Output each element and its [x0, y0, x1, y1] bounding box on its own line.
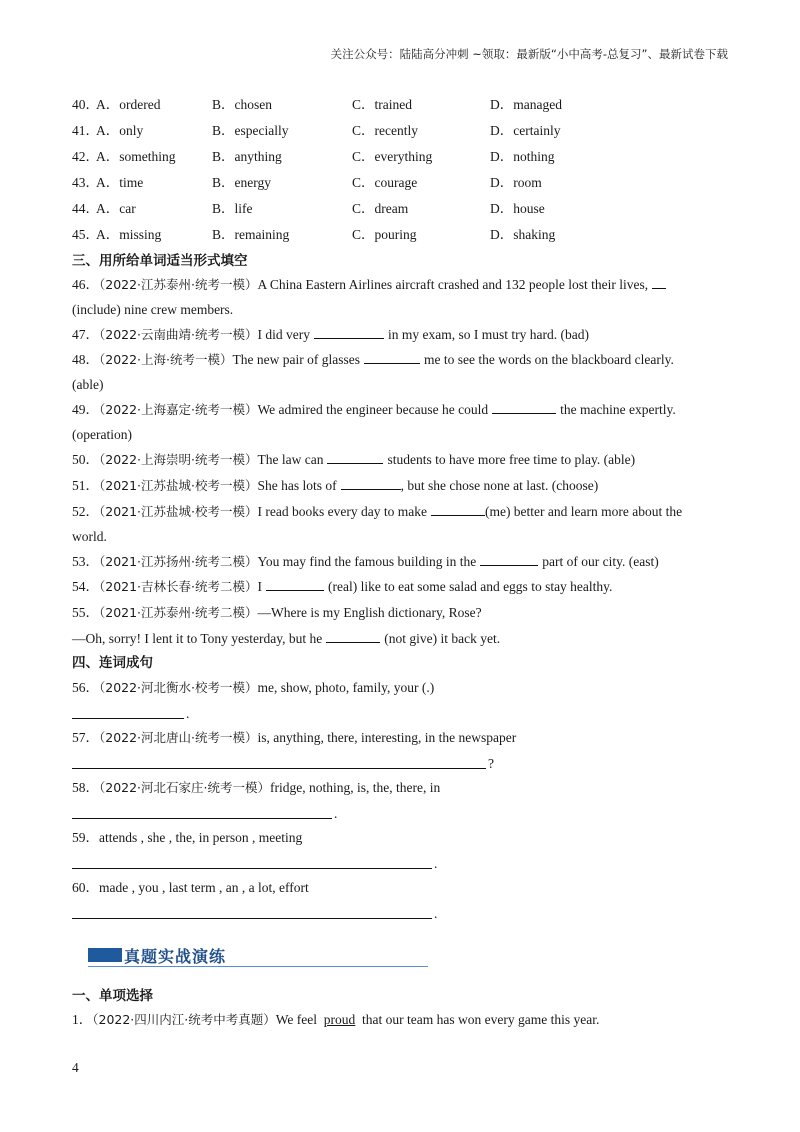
- question-48: [72, 351, 728, 369]
- question-text: is, anything, there, interesting, in the newspaper: [257, 730, 517, 745]
- question-number: 48．: [72, 352, 99, 367]
- banner-underline: [88, 966, 428, 967]
- question-source: （2022·上海崇明·统考一模）: [99, 452, 258, 467]
- question-number: 46．: [72, 277, 99, 292]
- question-56: [72, 679, 728, 697]
- question-text: I read books every day to make: [257, 504, 427, 519]
- answer-blank[interactable]: [326, 630, 380, 643]
- option-d[interactable]: D．house: [490, 201, 545, 216]
- option-a[interactable]: A．only: [96, 123, 144, 138]
- page-number: 4: [72, 1060, 79, 1075]
- question-source: （2021·江苏扬州·统考二模）: [99, 554, 258, 569]
- question-number: 59．: [72, 830, 99, 845]
- question-source: （2022·江苏泰州·统考一模）: [99, 277, 258, 292]
- question-52-cont: world.: [72, 529, 107, 544]
- option-a[interactable]: A．missing: [96, 227, 162, 242]
- answer-blank[interactable]: [364, 351, 420, 364]
- question-text: She has lots of: [257, 478, 337, 493]
- question-number: 49．: [72, 402, 99, 417]
- answer-blank[interactable]: [431, 503, 485, 516]
- question-text: A China Eastern Airlines aircraft crashed and 132 people lost their lives,: [257, 277, 649, 292]
- question-47: [72, 326, 728, 344]
- question-text: I: [257, 579, 263, 594]
- question-text: fridge, nothing, is, the, there, in: [270, 780, 441, 795]
- question-text: part of our city. (east): [542, 554, 659, 569]
- question-text: attends , she , the, in person , meeting: [99, 830, 303, 845]
- question-55: [72, 604, 728, 622]
- option-c[interactable]: C．courage: [352, 175, 418, 190]
- question-59: [72, 829, 728, 847]
- mc-row: [72, 226, 728, 244]
- question-text: in my exam, so I must try hard. (bad): [388, 327, 589, 342]
- question-number: 43．: [72, 175, 99, 190]
- question-1: [72, 1011, 728, 1029]
- question-source: （2022·上海·统考一模）: [99, 352, 233, 367]
- option-b[interactable]: B．chosen: [212, 97, 272, 112]
- question-source: （2021·江苏盐城·校考一模）: [99, 504, 258, 519]
- option-c[interactable]: C．trained: [352, 97, 412, 112]
- question-46-cont: (include) nine crew members.: [72, 302, 234, 317]
- question-number: 56．: [72, 680, 99, 695]
- option-d[interactable]: D．managed: [490, 97, 562, 112]
- answer-end-60: .: [434, 906, 438, 921]
- answer-blank[interactable]: [480, 553, 538, 566]
- answer-end-59: .: [434, 856, 438, 871]
- answer-line-56[interactable]: [72, 718, 184, 719]
- question-58: [72, 779, 728, 797]
- question-number: 45．: [72, 227, 99, 242]
- question-number: 41．: [72, 123, 99, 138]
- answer-end-57: ?: [488, 756, 494, 771]
- mc-row: [72, 122, 728, 140]
- question-text: You may find the famous building in the: [257, 554, 477, 569]
- section-1-title: 一、单项选择: [72, 988, 153, 1004]
- question-49: [72, 401, 728, 419]
- question-number: 57．: [72, 730, 99, 745]
- option-a[interactable]: A．ordered: [96, 97, 161, 112]
- question-source: （2022·四川内江·统考中考真题）: [92, 1012, 276, 1027]
- question-number: 58．: [72, 780, 99, 795]
- question-number: 1．: [72, 1012, 93, 1027]
- underlined-word: proud: [323, 1012, 356, 1027]
- option-a[interactable]: A．time: [96, 175, 144, 190]
- mc-row: [72, 96, 728, 114]
- answer-blank[interactable]: [266, 578, 324, 591]
- answer-blank[interactable]: [341, 477, 401, 490]
- question-text: made , you , last term , an , a lot, effort: [99, 880, 309, 895]
- question-number: 53．: [72, 554, 99, 569]
- question-text: (me) better and learn more about the: [484, 504, 683, 519]
- question-source: （2021·江苏盐城·校考一模）: [99, 478, 258, 493]
- question-number: 40．: [72, 97, 99, 112]
- question-text: the machine expertly.: [560, 402, 676, 417]
- question-text: (not give) it back yet.: [384, 631, 501, 646]
- question-51: [72, 477, 728, 495]
- banner-title: 真题实战演练: [124, 947, 227, 966]
- question-text: that our team has won every game this year.: [362, 1012, 600, 1027]
- question-number: 51．: [72, 478, 99, 493]
- answer-blank[interactable]: [327, 451, 383, 464]
- question-source: （2022·河北唐山·统考一模）: [99, 730, 258, 745]
- section-3-title: 三、用所给单词适当形式填空: [72, 253, 248, 269]
- question-number: 60．: [72, 880, 99, 895]
- question-number: 42．: [72, 149, 99, 164]
- option-d[interactable]: D．nothing: [490, 149, 555, 164]
- option-a[interactable]: A．something: [96, 149, 176, 164]
- section-banner: [88, 942, 428, 968]
- page-header-text: 关注公众号：陆陆高分冲刺 ~领取：最新版“小中高考-总复习”、最新试卷下载: [330, 47, 728, 61]
- question-54: [72, 578, 728, 596]
- question-number: 47．: [72, 327, 99, 342]
- question-text: The new pair of glasses: [232, 352, 360, 367]
- option-b[interactable]: B．life: [212, 201, 253, 216]
- option-d[interactable]: D．certainly: [490, 123, 561, 138]
- section-4-title: 四、连词成句: [72, 655, 153, 671]
- question-source: （2021·吉林长春·统考二模）: [99, 579, 258, 594]
- answer-line-57[interactable]: [72, 768, 486, 769]
- option-b[interactable]: B．especially: [212, 123, 289, 138]
- option-b[interactable]: B．remaining: [212, 227, 290, 242]
- question-60: [72, 879, 728, 897]
- question-number: 55．: [72, 605, 99, 620]
- mc-row: [72, 174, 728, 192]
- answer-blank[interactable]: [314, 326, 384, 339]
- question-text: , but she chose none at last. (choose): [400, 478, 599, 493]
- question-text: The law can: [257, 452, 324, 467]
- question-text: I did very: [257, 327, 310, 342]
- option-c[interactable]: C．pouring: [352, 227, 417, 242]
- question-49-cont: (operation): [72, 427, 132, 442]
- question-text: me, show, photo, family, your (.): [257, 680, 435, 695]
- answer-line-59[interactable]: [72, 868, 432, 869]
- question-50: [72, 451, 728, 469]
- option-a[interactable]: A．car: [96, 201, 136, 216]
- option-c[interactable]: C．dream: [352, 201, 409, 216]
- option-d[interactable]: D．room: [490, 175, 542, 190]
- option-b[interactable]: B．anything: [212, 149, 282, 164]
- question-52: [72, 503, 728, 521]
- question-46: [72, 276, 728, 294]
- answer-line-58[interactable]: [72, 818, 332, 819]
- answer-line-60[interactable]: [72, 918, 432, 919]
- question-source: （2022·河北衡水·校考一模）: [99, 680, 258, 695]
- mc-row: [72, 148, 728, 166]
- question-text: (real) like to eat some salad and eggs to stay healthy.: [328, 579, 613, 594]
- option-c[interactable]: C．everything: [352, 149, 433, 164]
- answer-end-56: .: [186, 706, 190, 721]
- question-text: students to have more free time to play. (able): [387, 452, 636, 467]
- question-48-cont: (able): [72, 377, 104, 392]
- question-55-cont: [72, 630, 728, 648]
- mc-row: [72, 200, 728, 218]
- question-text: me to see the words on the blackboard clearly.: [423, 352, 674, 367]
- option-b[interactable]: B．energy: [212, 175, 271, 190]
- answer-blank[interactable]: [652, 276, 666, 289]
- answer-end-58: .: [334, 806, 338, 821]
- option-d[interactable]: D．shaking: [490, 227, 556, 242]
- question-source: （2021·江苏泰州·统考二模）: [99, 605, 258, 620]
- question-number: 50．: [72, 452, 99, 467]
- question-53: [72, 553, 728, 571]
- question-source: （2022·河北石家庄·统考一模）: [99, 780, 271, 795]
- option-c[interactable]: C．recently: [352, 123, 418, 138]
- banner-bar-decoration: [88, 948, 122, 962]
- question-text: We feel: [275, 1012, 318, 1027]
- question-number: 44．: [72, 201, 99, 216]
- question-text: We admired the engineer because he could: [257, 402, 489, 417]
- question-number: 52．: [72, 504, 99, 519]
- question-source: （2022·上海嘉定·统考一模）: [99, 402, 258, 417]
- question-57: [72, 729, 728, 747]
- question-number: 54．: [72, 579, 99, 594]
- question-source: （2022·云南曲靖·统考一模）: [99, 327, 258, 342]
- question-text: —Oh, sorry! I lent it to Tony yesterday, but he: [72, 631, 323, 646]
- question-text: —Where is my English dictionary, Rose?: [257, 605, 482, 620]
- answer-blank[interactable]: [492, 401, 556, 414]
